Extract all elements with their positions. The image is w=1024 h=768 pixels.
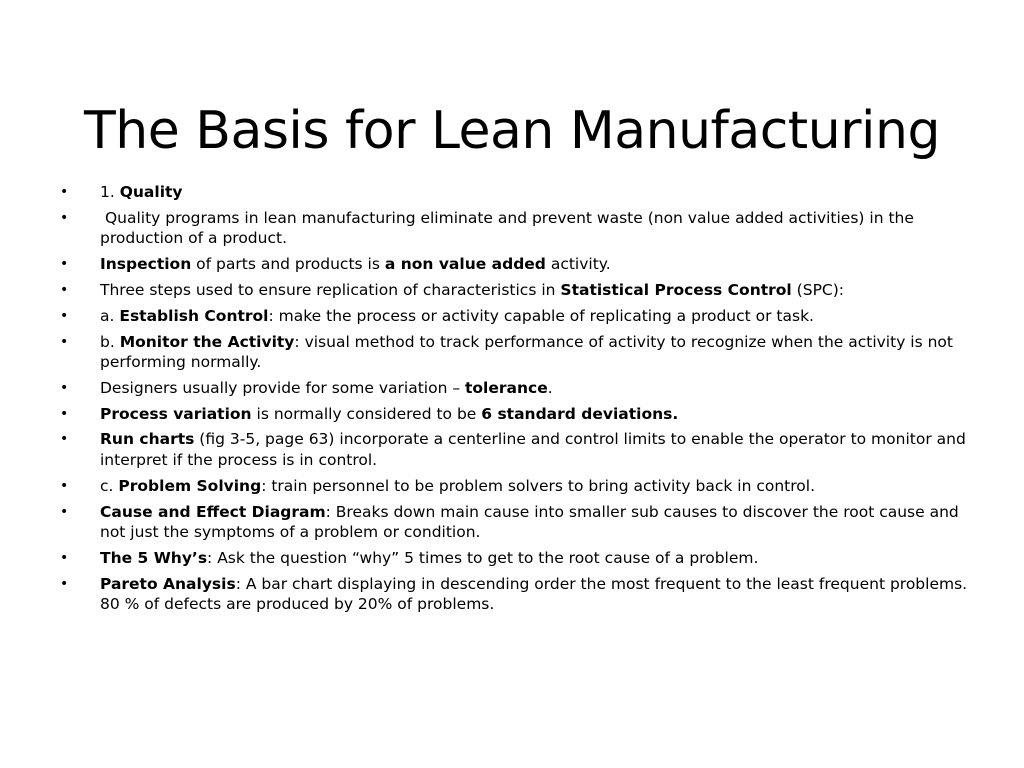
bullet-item: • Cause and Effect Diagram: Breaks down main cause into smaller sub causes to discover the root cause and not just the symptoms of a problem or condition. xyxy=(60,502,959,542)
bullet-dot-icon: • xyxy=(60,575,69,592)
slide-title: The Basis for Lean Manufacturing xyxy=(84,100,940,161)
bullet-item: • Process variation is normally considered to be 6 standard deviations. xyxy=(60,404,679,423)
bullet-list xyxy=(50,182,977,620)
bullet-dot-icon: • xyxy=(60,503,69,520)
bullet-item: • Quality programs in lean manufacturing eliminate and prevent waste (non value added activities) in the production of a product. xyxy=(60,208,919,248)
bullet-dot-icon: • xyxy=(60,209,69,226)
bullet-item: • Designers usually provide for some variation – tolerance. xyxy=(60,378,553,397)
bullet-item: • c. Problem Solving: train personnel to be problem solvers to bring activity back in control. xyxy=(60,476,815,495)
bullet-dot-icon: • xyxy=(60,379,69,396)
bullet-dot-icon: • xyxy=(60,184,69,200)
bullet-item: • The 5 Why’s: Ask the question “why” 5 times to get to the root cause of a problem. xyxy=(60,548,759,567)
bullet-item: • b. Monitor the Activity: visual method to track performance of activity to recognize when the activity is not performing normally. xyxy=(60,332,953,372)
bullet-dot-icon: • xyxy=(60,431,69,448)
bullet-item: • Run charts (fig 3-5, page 63) incorporate a centerline and control limits to enable the operator to monitor and interpret if the process is in control. xyxy=(60,430,966,470)
bullet-item: • Three steps used to ensure replication of characteristics in Statistical Process Control (SPC): xyxy=(60,280,845,299)
bullet-item: • Pareto Analysis: A bar chart displaying in descending order the most frequent to the least frequent problems. 80 % of defects are produced by 20% of problems. xyxy=(60,574,977,614)
bullet-dot-icon: • xyxy=(60,549,69,566)
bullet-dot-icon: • xyxy=(60,256,69,273)
bullet-dot-icon: • xyxy=(60,307,69,324)
bullet-dot-icon: • xyxy=(60,333,69,350)
bullet-dot-icon: • xyxy=(60,477,69,494)
bullet-item: • a. Establish Control: make the process or activity capable of replicating a product or task. xyxy=(60,306,814,325)
bullet-item: • Inspection of parts and products is a non value added activity. xyxy=(60,255,611,274)
bullet-item: • 1. Quality xyxy=(60,183,183,201)
bullet-dot-icon: • xyxy=(60,281,69,298)
bullet-dot-icon: • xyxy=(60,405,69,422)
